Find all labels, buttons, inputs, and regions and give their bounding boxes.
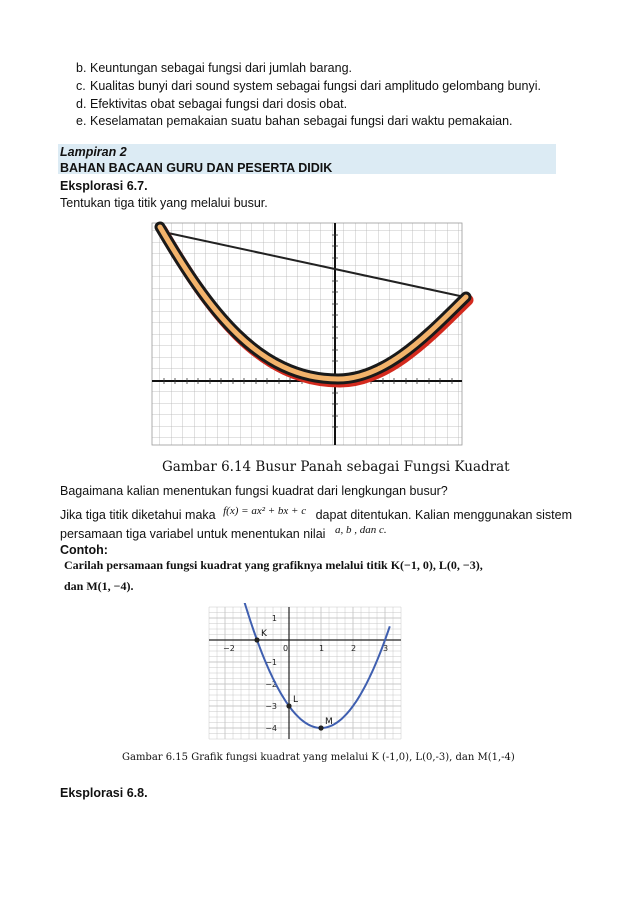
x-tick-label: 3 [383,644,389,653]
instruction-text: Tentukan tiga titik yang melalui busur. [60,196,268,210]
x-tick-label: −2 [223,644,235,653]
point-L [286,703,291,708]
para-line2-start: persamaan tiga variabel untuk menentukan nilai [60,527,326,541]
bow-grid [152,223,462,445]
figure2-caption: Gambar 6.15 Grafik fungsi kuadrat yang melalui K (-1,0), L(0,-3), dan M(1,-4) [122,752,515,763]
y-tick-label: 1 [271,614,277,623]
y-tick-label: −4 [265,724,277,733]
list-text: Efektivitas obat sebagai fungsi dari dosis obat. [90,97,348,111]
list-text: Keselamatan pemakaian suatu bahan sebagai fungsi dari waktu pemakaian. [90,114,513,128]
bow-figure [148,219,476,451]
para-line1-end: dapat ditentukan. Kalian menggunakan sistem [315,508,573,522]
list-marker: e. [76,114,87,128]
x-tick-label: 0 [283,644,289,653]
para-line1-start: Jika tiga titik diketahui maka [60,508,216,522]
x-tick-label: 1 [319,644,325,653]
y-tick-label: −1 [265,658,277,667]
figure1-caption: Gambar 6.14 Busur Panah sebagai Fungsi Kuadrat [162,459,510,475]
list-item-c [76,78,541,94]
example-line2: dan M(1, −4). [64,579,134,593]
para-line1 [60,505,573,522]
point-M [318,725,323,730]
contoh-label: Contoh: [60,543,108,557]
y-tick-label: −3 [265,702,277,711]
variables: a, b , dan c. [334,524,387,536]
point-label-L: L [293,695,299,705]
list-marker: d. [76,97,87,111]
point-label-M: M [325,717,333,727]
list-marker: c. [76,79,86,93]
list-marker: b. [76,61,87,75]
x-tick-label: 2 [351,644,357,653]
y-tick-label: −2 [265,680,277,689]
point-K [254,637,259,642]
question-text: Bagaimana kalian menentukan fungsi kuadrat dari lengkungan busur? [60,484,448,498]
example-line1: Carilah persamaan fungsi kuadrat yang grafiknya melalui titik K(−1, 0), L(0, −3), [64,558,483,572]
parabola-chart [205,603,405,743]
point-label-K: K [261,629,267,639]
list-text: Kualitas bunyi dari sound system sebagai fungsi dari amplitudo gelombang bunyi. [90,79,541,93]
list-text: Keuntungan sebagai fungsi dari jumlah barang. [90,61,352,75]
list-item-b [76,60,352,76]
series-line [241,603,390,728]
formula: f(x) = ax² + bx + c [223,505,307,517]
eksplorasi-heading-2: Eksplorasi 6.8. [60,786,148,800]
section-title: BAHAN BACAAN GURU DAN PESERTA DIDIK [60,161,333,175]
list-item-d [76,96,347,112]
eksplorasi-heading: Eksplorasi 6.7. [60,179,148,193]
lampiran-label: Lampiran 2 [60,145,127,159]
para-line2 [60,524,387,541]
list-item-e [76,113,513,129]
